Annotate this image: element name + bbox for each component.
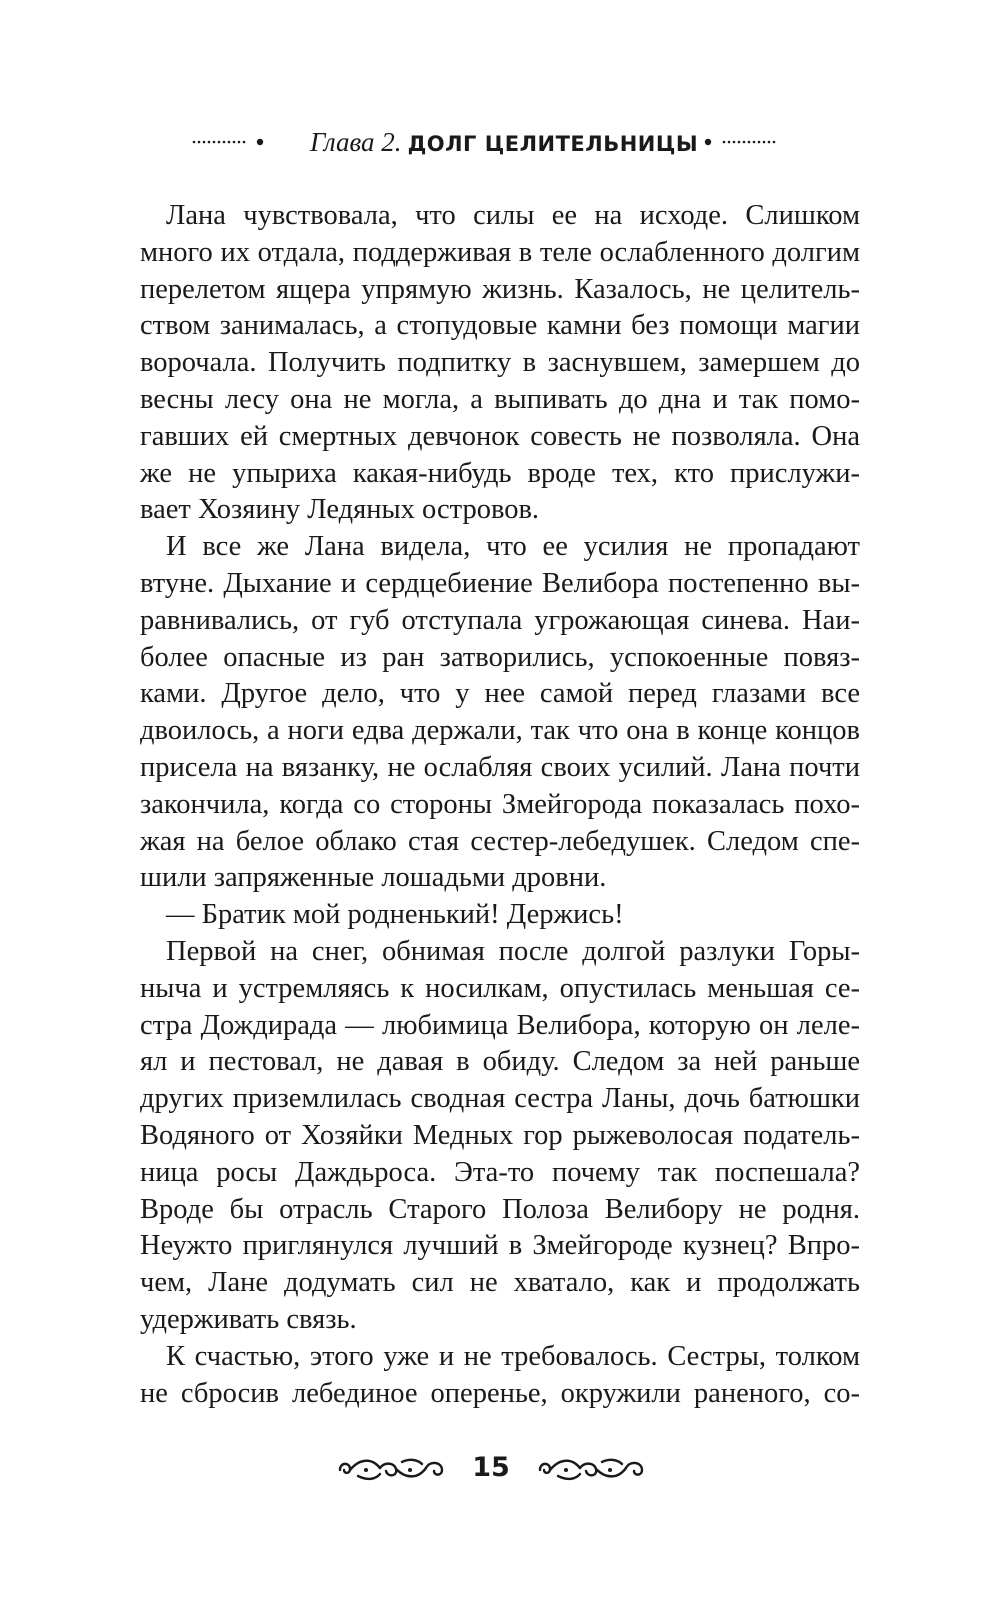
text-line: Водяного от Хозяйки Медных гор рыжеволосая податель- xyxy=(140,1119,860,1151)
body-text xyxy=(140,198,860,1412)
text-line: вает Хозяину Ледяных островов. xyxy=(140,494,540,526)
text-line: Неужто приглянулся лучший в Змейгороде кузнец? Впро- xyxy=(140,1230,860,1262)
text-line: Первой на снег, обнимая после долгой разлуки Горы- xyxy=(166,935,860,967)
text-line: стра Дождирада — любимица Велибора, которую он леле- xyxy=(140,1009,860,1041)
text-line: Лана чувствовала, что силы ее на исходе. Слишком xyxy=(166,200,860,231)
running-header xyxy=(0,122,1000,162)
text-line: присела на вязанку, не ослабляя своих усилий. Лана почти xyxy=(140,751,860,783)
text-line: — Братик мой родненький! Держись! xyxy=(166,899,624,931)
text-line: ница росы Даждьроса. Эта-то почему так поспешала? xyxy=(140,1156,860,1188)
text-line: более опасные из ран затворились, успокоенные повяз- xyxy=(140,641,860,673)
text-line: равнивались, от губ отступала угрожающая синева. Наи- xyxy=(140,604,860,636)
text-line: жая на белое облако стая сестер-лебедушек. Следом спе- xyxy=(140,825,860,857)
text-line: ял и пестовал, не давая в обиду. Следом за ней раньше xyxy=(140,1046,860,1078)
swirl-ornament-icon xyxy=(536,1454,646,1484)
text-line: ворочала. Получить подпитку в заснувшем, замершем до xyxy=(140,347,860,379)
text-line: же не упыриха какая-нибудь вроде тех, кто прислужи- xyxy=(140,457,860,489)
text-line: чем, Лане додумать сил не хватало, как и продолжать xyxy=(140,1267,860,1299)
text-line: Вроде бы отрасль Старого Полоза Велибору не родня. xyxy=(140,1193,860,1225)
text-line: ками. Другое дело, что у нее самой перед глазами все xyxy=(140,678,860,710)
text-line: К счастью, этого уже и не требовалось. Сестры, толком xyxy=(166,1340,860,1372)
text-line: много их отдала, поддерживая в теле ослабленного долгим xyxy=(140,236,860,268)
text-line: удерживать связь. xyxy=(140,1303,357,1335)
text-line: весны лесу она не могла, а выпивать до дна и так помо- xyxy=(140,383,860,415)
text-line: перелетом ящера упрямую жизнь. Казалось, не целитель- xyxy=(140,273,860,305)
page-footer xyxy=(0,1450,1000,1490)
text-line: ныча и устремляясь к носилкам, опустилась меньшая се- xyxy=(140,972,860,1004)
text-line: гавших ей смертных девчонок совесть не позволяла. Она xyxy=(140,420,860,452)
crescent-dots-ornament-icon xyxy=(192,122,282,162)
chapter-name: ДОЛГ ЦЕЛИТЕЛЬНИЦЫ xyxy=(407,132,699,156)
chapter-number: Глава 2. xyxy=(310,127,402,157)
chapter-title xyxy=(310,126,698,160)
swirl-ornament-icon xyxy=(336,1454,446,1484)
crescent-dots-ornament-icon xyxy=(686,122,776,162)
text-line: не сбросив лебединое оперенье, окружили раненого, со- xyxy=(140,1377,860,1409)
page-number: 15 xyxy=(472,1452,510,1483)
text-line: шили запряженные лошадьми дровни. xyxy=(140,862,607,894)
text-line: ством занималась, а стопудовые камни без помощи магии xyxy=(140,310,860,342)
text-line: закончила, когда со стороны Змейгорода показалась похо- xyxy=(140,788,860,820)
text-line: втуне. Дыхание и сердцебиение Велибора постепенно вы- xyxy=(140,567,860,599)
text-line: других приземлилась сводная сестра Ланы, дочь батюшки xyxy=(140,1083,860,1115)
text-line: двоилось, а ноги едва держали, так что она в конце концов xyxy=(140,715,860,747)
text-line: И все же Лана видела, что ее усилия не пропадают xyxy=(166,531,860,563)
